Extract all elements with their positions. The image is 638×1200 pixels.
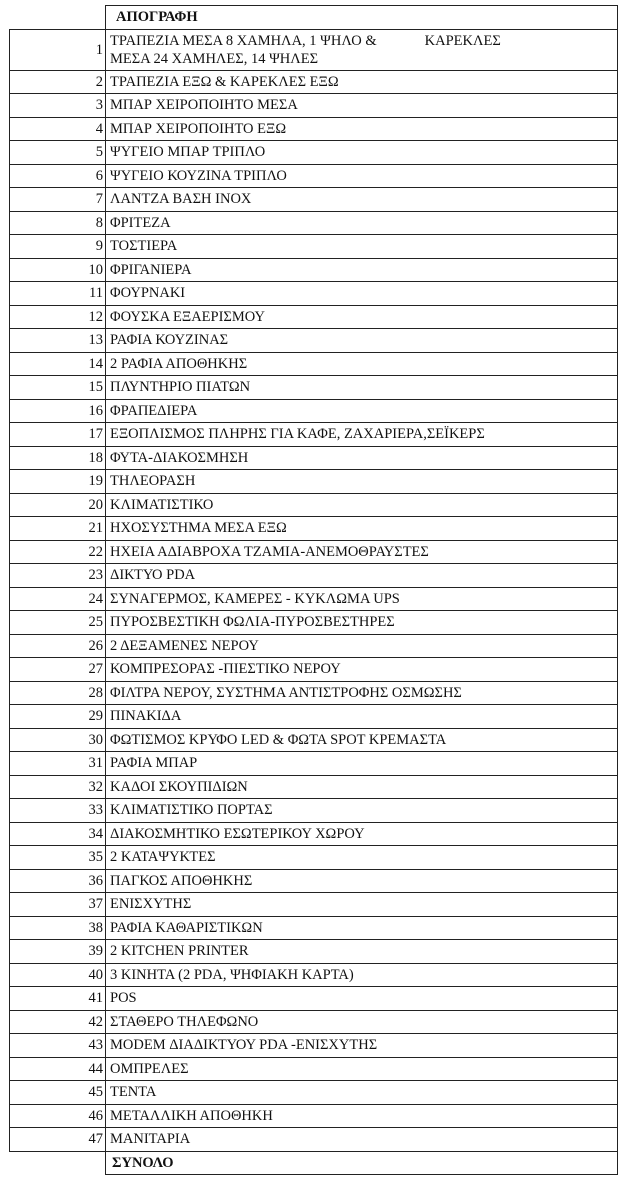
table-row xyxy=(10,352,618,376)
row-description: ΔΙΑΚΟΣΜΗΤΙΚΟ ΕΣΩΤΕΡΙΚΟΥ ΧΩΡΟΥ xyxy=(106,822,618,846)
row-number: 1 xyxy=(10,29,106,70)
table-row xyxy=(10,822,618,846)
row-description: POS xyxy=(106,987,618,1011)
table-row xyxy=(10,916,618,940)
row-number: 16 xyxy=(10,399,106,423)
row-number: 4 xyxy=(10,117,106,141)
row-number: 41 xyxy=(10,987,106,1011)
row-number: 14 xyxy=(10,352,106,376)
row-number: 15 xyxy=(10,376,106,400)
row-description: ΚΛΙΜΑΤΙΣΤΙΚΟ xyxy=(106,493,618,517)
row-description: ΨΥΓΕΙΟ ΚΟΥΖΙΝΑ ΤΡΙΠΛΟ xyxy=(106,164,618,188)
row-description-line-2: ΜΕΣΑ 24 ΧΑΜΗΛΕΣ, 14 ΨΗΛΕΣ xyxy=(110,50,319,67)
row-description: ΔΙΚΤΥΟ PDA xyxy=(106,564,618,588)
row-description: ΦΡΙΓΑΝΙΕΡΑ xyxy=(106,258,618,282)
row-description: ΦΙΛΤΡΑ ΝΕΡΟΥ, ΣΥΣΤΗΜΑ ΑΝΤΙΣΤΡΟΦΗΣ ΟΣΜΩΣΗΣ xyxy=(106,681,618,705)
row-number: 32 xyxy=(10,775,106,799)
row-number: 46 xyxy=(10,1104,106,1128)
row-description-line-1b: ΚΑΡΕΚΛΕΣ xyxy=(424,32,501,49)
table-row xyxy=(10,94,618,118)
row-description: ΜΑΝΙΤΑΡΙΑ xyxy=(106,1128,618,1152)
table-row xyxy=(10,423,618,447)
table-row xyxy=(10,940,618,964)
table-title: ΑΠΟΓΡΑΦΗ xyxy=(106,6,618,30)
table-row xyxy=(10,141,618,165)
table-row xyxy=(10,29,618,70)
table-row xyxy=(10,799,618,823)
row-number: 43 xyxy=(10,1034,106,1058)
total-label: ΣΥΝΟΛΟ xyxy=(106,1151,618,1175)
table-row xyxy=(10,775,618,799)
row-number: 17 xyxy=(10,423,106,447)
row-number: 3 xyxy=(10,94,106,118)
row-number: 44 xyxy=(10,1057,106,1081)
table-row xyxy=(10,846,618,870)
row-number: 42 xyxy=(10,1010,106,1034)
table-row xyxy=(10,611,618,635)
row-description: ΜΕΤΑΛΛΙΚΗ ΑΠΟΘΗΚΗ xyxy=(106,1104,618,1128)
table-row xyxy=(10,188,618,212)
row-number: 13 xyxy=(10,329,106,353)
table-header-row xyxy=(10,6,618,30)
row-description: MODEM ΔΙΑΔΙΚΤΥΟΥ PDA -ΕΝΙΣΧΥΤΗΣ xyxy=(106,1034,618,1058)
table-row xyxy=(10,1081,618,1105)
row-description: ΠΥΡΟΣΒΕΣΤΙΚΗ ΦΩΛΙΑ-ΠΥΡΟΣΒΕΣΤΗΡΕΣ xyxy=(106,611,618,635)
row-number: 27 xyxy=(10,658,106,682)
row-description-line-1a: ΤΡΑΠΕΖΙΑ ΜΕΣΑ 8 ΧΑΜΗΛΑ, 1 ΨΗΛΟ & xyxy=(110,32,377,49)
inventory-table-body xyxy=(10,6,618,1175)
row-number: 45 xyxy=(10,1081,106,1105)
row-number: 20 xyxy=(10,493,106,517)
row-description: ΤΗΛΕΟΡΑΣΗ xyxy=(106,470,618,494)
row-number: 10 xyxy=(10,258,106,282)
row-description: ΟΜΠΡΕΛΕΣ xyxy=(106,1057,618,1081)
row-description: ΤΟΣΤΙΕΡΑ xyxy=(106,235,618,259)
table-row xyxy=(10,1128,618,1152)
table-row xyxy=(10,235,618,259)
header-number-cell xyxy=(10,6,106,30)
table-row xyxy=(10,658,618,682)
row-number: 33 xyxy=(10,799,106,823)
table-row xyxy=(10,376,618,400)
row-description: ΛΑΝΤΖΑ ΒΑΣΗ ΙΝΟΧ xyxy=(106,188,618,212)
table-row xyxy=(10,70,618,94)
table-total-row xyxy=(10,1151,618,1175)
row-description: ΠΑΓΚΟΣ ΑΠΟΘΗΚΗΣ xyxy=(106,869,618,893)
row-description: ΚΑΔΟΙ ΣΚΟΥΠΙΔΙΩΝ xyxy=(106,775,618,799)
table-row xyxy=(10,1010,618,1034)
row-description: ΠΙΝΑΚΙΔΑ xyxy=(106,705,618,729)
row-description: ΡΑΦΙΑ ΚΑΘΑΡΙΣΤΙΚΩΝ xyxy=(106,916,618,940)
table-row xyxy=(10,164,618,188)
row-number: 2 xyxy=(10,70,106,94)
table-row xyxy=(10,305,618,329)
table-row xyxy=(10,282,618,306)
row-description: ΦΡΙΤΕΖΑ xyxy=(106,211,618,235)
table-row xyxy=(10,399,618,423)
table-row xyxy=(10,963,618,987)
row-number: 11 xyxy=(10,282,106,306)
row-description: ΡΑΦΙΑ ΜΠΑΡ xyxy=(106,752,618,776)
row-number: 12 xyxy=(10,305,106,329)
row-description: 3 ΚΙΝΗΤΑ (2 PDA, ΨΗΦΙΑΚΗ ΚΑΡΤΑ) xyxy=(106,963,618,987)
table-row xyxy=(10,117,618,141)
row-description: ΜΠΑΡ ΧΕΙΡΟΠΟΙΗΤΟ ΜΕΣΑ xyxy=(106,94,618,118)
table-row xyxy=(10,752,618,776)
table-row xyxy=(10,1104,618,1128)
row-number: 37 xyxy=(10,893,106,917)
row-number: 24 xyxy=(10,587,106,611)
table-row xyxy=(10,1034,618,1058)
row-description: ΗΧΟΣΥΣΤΗΜΑ ΜΕΣΑ ΕΞΩ xyxy=(106,517,618,541)
row-number: 28 xyxy=(10,681,106,705)
table-row xyxy=(10,1057,618,1081)
row-description: ΨΥΓΕΙΟ ΜΠΑΡ ΤΡΙΠΛΟ xyxy=(106,141,618,165)
row-number: 7 xyxy=(10,188,106,212)
row-description: ΦΥΤΑ-ΔΙΑΚΟΣΜΗΣΗ xyxy=(106,446,618,470)
table-row xyxy=(10,540,618,564)
row-description: ΚΟΜΠΡΕΣΟΡΑΣ -ΠΙΕΣΤΙΚΟ ΝΕΡΟΥ xyxy=(106,658,618,682)
row-number: 35 xyxy=(10,846,106,870)
table-row xyxy=(10,517,618,541)
row-description: ΚΛΙΜΑΤΙΣΤΙΚΟ ΠΟΡΤΑΣ xyxy=(106,799,618,823)
table-row xyxy=(10,211,618,235)
row-number: 31 xyxy=(10,752,106,776)
row-number: 6 xyxy=(10,164,106,188)
table-row xyxy=(10,681,618,705)
row-description: ΦΩΤΙΣΜΟΣ ΚΡΥΦΟ LED & ΦΩΤΑ SPOT ΚΡΕΜΑΣΤΑ xyxy=(106,728,618,752)
row-number: 38 xyxy=(10,916,106,940)
row-number: 36 xyxy=(10,869,106,893)
table-row xyxy=(10,493,618,517)
row-description: ΡΑΦΙΑ ΚΟΥΖΙΝΑΣ xyxy=(106,329,618,353)
table-row xyxy=(10,869,618,893)
table-row xyxy=(10,728,618,752)
table-row xyxy=(10,705,618,729)
table-row xyxy=(10,987,618,1011)
table-row xyxy=(10,587,618,611)
row-description: ΣΤΑΘΕΡΟ ΤΗΛΕΦΩΝΟ xyxy=(106,1010,618,1034)
row-description: 2 ΔΕΞΑΜΕΝΕΣ ΝΕΡΟΥ xyxy=(106,634,618,658)
row-description: ΗΧΕΙΑ ΑΔΙΑΒΡΟΧΑ ΤΖΑΜΙΑ-ΑΝΕΜΟΘΡΑΥΣΤΕΣ xyxy=(106,540,618,564)
row-number: 18 xyxy=(10,446,106,470)
row-number: 40 xyxy=(10,963,106,987)
row-number: 26 xyxy=(10,634,106,658)
row-description: ΜΠΑΡ ΧΕΙΡΟΠΟΙΗΤΟ ΕΞΩ xyxy=(106,117,618,141)
row-description: ΣΥΝΑΓΕΡΜΟΣ, ΚΑΜΕΡΕΣ - ΚΥΚΛΩΜΑ UPS xyxy=(106,587,618,611)
table-row xyxy=(10,893,618,917)
row-number: 29 xyxy=(10,705,106,729)
row-description: ΦΟΥΡΝΑΚΙ xyxy=(106,282,618,306)
row-description: ΕΞΟΠΛΙΣΜΟΣ ΠΛΗΡΗΣ ΓΙΑ ΚΑΦΕ, ΖΑΧΑΡΙΕΡΑ,ΣΕΪΚΕΡΣ xyxy=(106,423,618,447)
row-number: 25 xyxy=(10,611,106,635)
row-number: 22 xyxy=(10,540,106,564)
row-description: ΤΕΝΤΑ xyxy=(106,1081,618,1105)
table-row xyxy=(10,258,618,282)
row-description: 2 KITCHEN PRINTER xyxy=(106,940,618,964)
row-description: 2 ΚΑΤΑΨΥΚΤΕΣ xyxy=(106,846,618,870)
row-description: ΠΛΥΝΤΗΡΙΟ ΠΙΑΤΩΝ xyxy=(106,376,618,400)
table-row xyxy=(10,470,618,494)
row-number: 19 xyxy=(10,470,106,494)
row-description: ΦΟΥΣΚΑ ΕΞΑΕΡΙΣΜΟΥ xyxy=(106,305,618,329)
inventory-table xyxy=(9,5,618,1175)
row-number: 8 xyxy=(10,211,106,235)
row-description: ΦΡΑΠΕΔΙΕΡΑ xyxy=(106,399,618,423)
row-number: 23 xyxy=(10,564,106,588)
row-number: 5 xyxy=(10,141,106,165)
table-row xyxy=(10,329,618,353)
row-description: 2 ΡΑΦΙΑ ΑΠΟΘΗΚΗΣ xyxy=(106,352,618,376)
table-row xyxy=(10,634,618,658)
table-row xyxy=(10,564,618,588)
row-number: 47 xyxy=(10,1128,106,1152)
total-number-cell xyxy=(10,1151,106,1175)
row-description: ΕΝΙΣΧΥΤΗΣ xyxy=(106,893,618,917)
row-number: 34 xyxy=(10,822,106,846)
row-number: 9 xyxy=(10,235,106,259)
row-number: 39 xyxy=(10,940,106,964)
row-description xyxy=(106,29,618,70)
table-row xyxy=(10,446,618,470)
row-number: 30 xyxy=(10,728,106,752)
row-description: ΤΡΑΠΕΖΙΑ ΕΞΩ & ΚΑΡΕΚΛΕΣ ΕΞΩ xyxy=(106,70,618,94)
row-number: 21 xyxy=(10,517,106,541)
